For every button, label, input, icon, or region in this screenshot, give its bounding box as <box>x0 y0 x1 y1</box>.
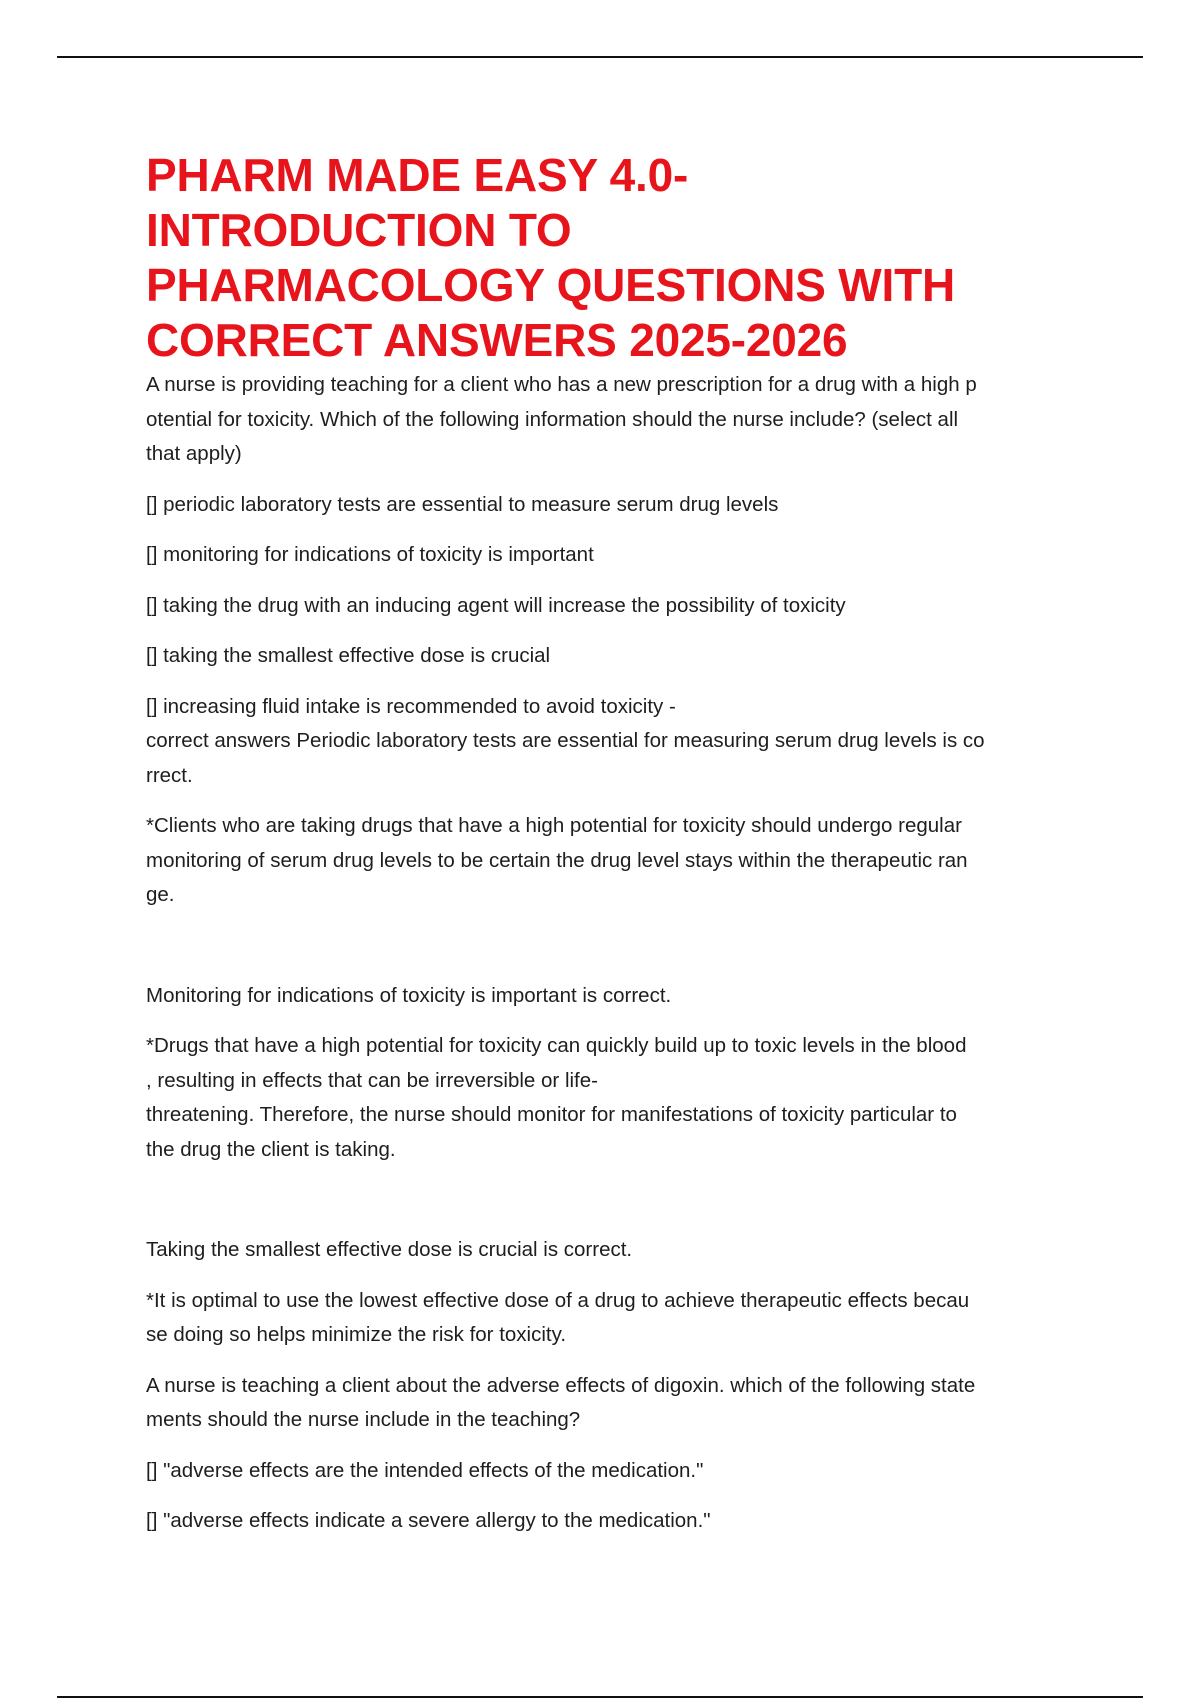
title-line: PHARMACOLOGY QUESTIONS WITH <box>146 259 955 311</box>
answer-option: [] "adverse effects indicate a severe allergy to the medication." <box>146 1509 711 1532</box>
title-line: CORRECT ANSWERS 2025-2026 <box>146 314 848 366</box>
correct-answer: Taking the smallest effective dose is crucial is correct. <box>146 1238 633 1261</box>
answer-option: [] monitoring for indications of toxicity is important <box>146 543 594 566</box>
title-line: PHARM MADE EASY 4.0- <box>146 149 689 201</box>
document-title <box>146 148 1066 368</box>
question-stem: A nurse is providing teaching for a client who has a new prescription for a drug with a high p otential for toxicity. Which of the following information should the nurse include? (select all that apply) <box>146 373 977 465</box>
answer-option: [] increasing fluid intake is recommended to avoid toxicity - correct answers Periodic laboratory tests are essential for measuring serum drug levels is co rrect. <box>146 694 985 787</box>
rationale: *Drugs that have a high potential for toxicity can quickly build up to toxic levels in the blood , resulting in effects that can be irreversible or life- threatening. Therefore, the nurse should monitor for manifestations of toxicity particular to the drug the client is taking. <box>146 1034 967 1161</box>
answer-option: [] taking the smallest effective dose is crucial <box>146 644 551 667</box>
rationale: *Clients who are taking drugs that have a high potential for toxicity should undergo regular monitoring of serum drug levels to be certain the drug level stays within the therapeutic ran ge. <box>146 814 968 906</box>
top-rule <box>57 56 1143 58</box>
answer-option: [] "adverse effects are the intended effects of the medication." <box>146 1458 704 1482</box>
document-body <box>146 148 1066 1539</box>
question-1 <box>146 368 1066 1353</box>
answer-option: [] periodic laboratory tests are essential to measure serum drug levels <box>146 492 779 516</box>
correct-answer: Monitoring for indications of toxicity is important is correct. <box>146 983 672 1007</box>
question-stem: A nurse is teaching a client about the adverse effects of digoxin. which of the following state ments should the nurse include in the teaching? <box>146 1373 976 1431</box>
correct-answer: correct answers Periodic laboratory tests are essential for measuring serum drug levels is co <box>146 729 985 752</box>
answer-option: [] taking the drug with an inducing agent will increase the possibility of toxicity <box>146 593 846 617</box>
rationale: *It is optimal to use the lowest effective dose of a drug to achieve therapeutic effects becau se doing so helps minimize the risk for toxicity. <box>146 1288 970 1346</box>
correct-answer: rrect. <box>146 763 193 787</box>
question-2 <box>146 1353 1066 1539</box>
bottom-rule <box>57 1696 1143 1698</box>
title-line: INTRODUCTION TO <box>146 204 572 256</box>
